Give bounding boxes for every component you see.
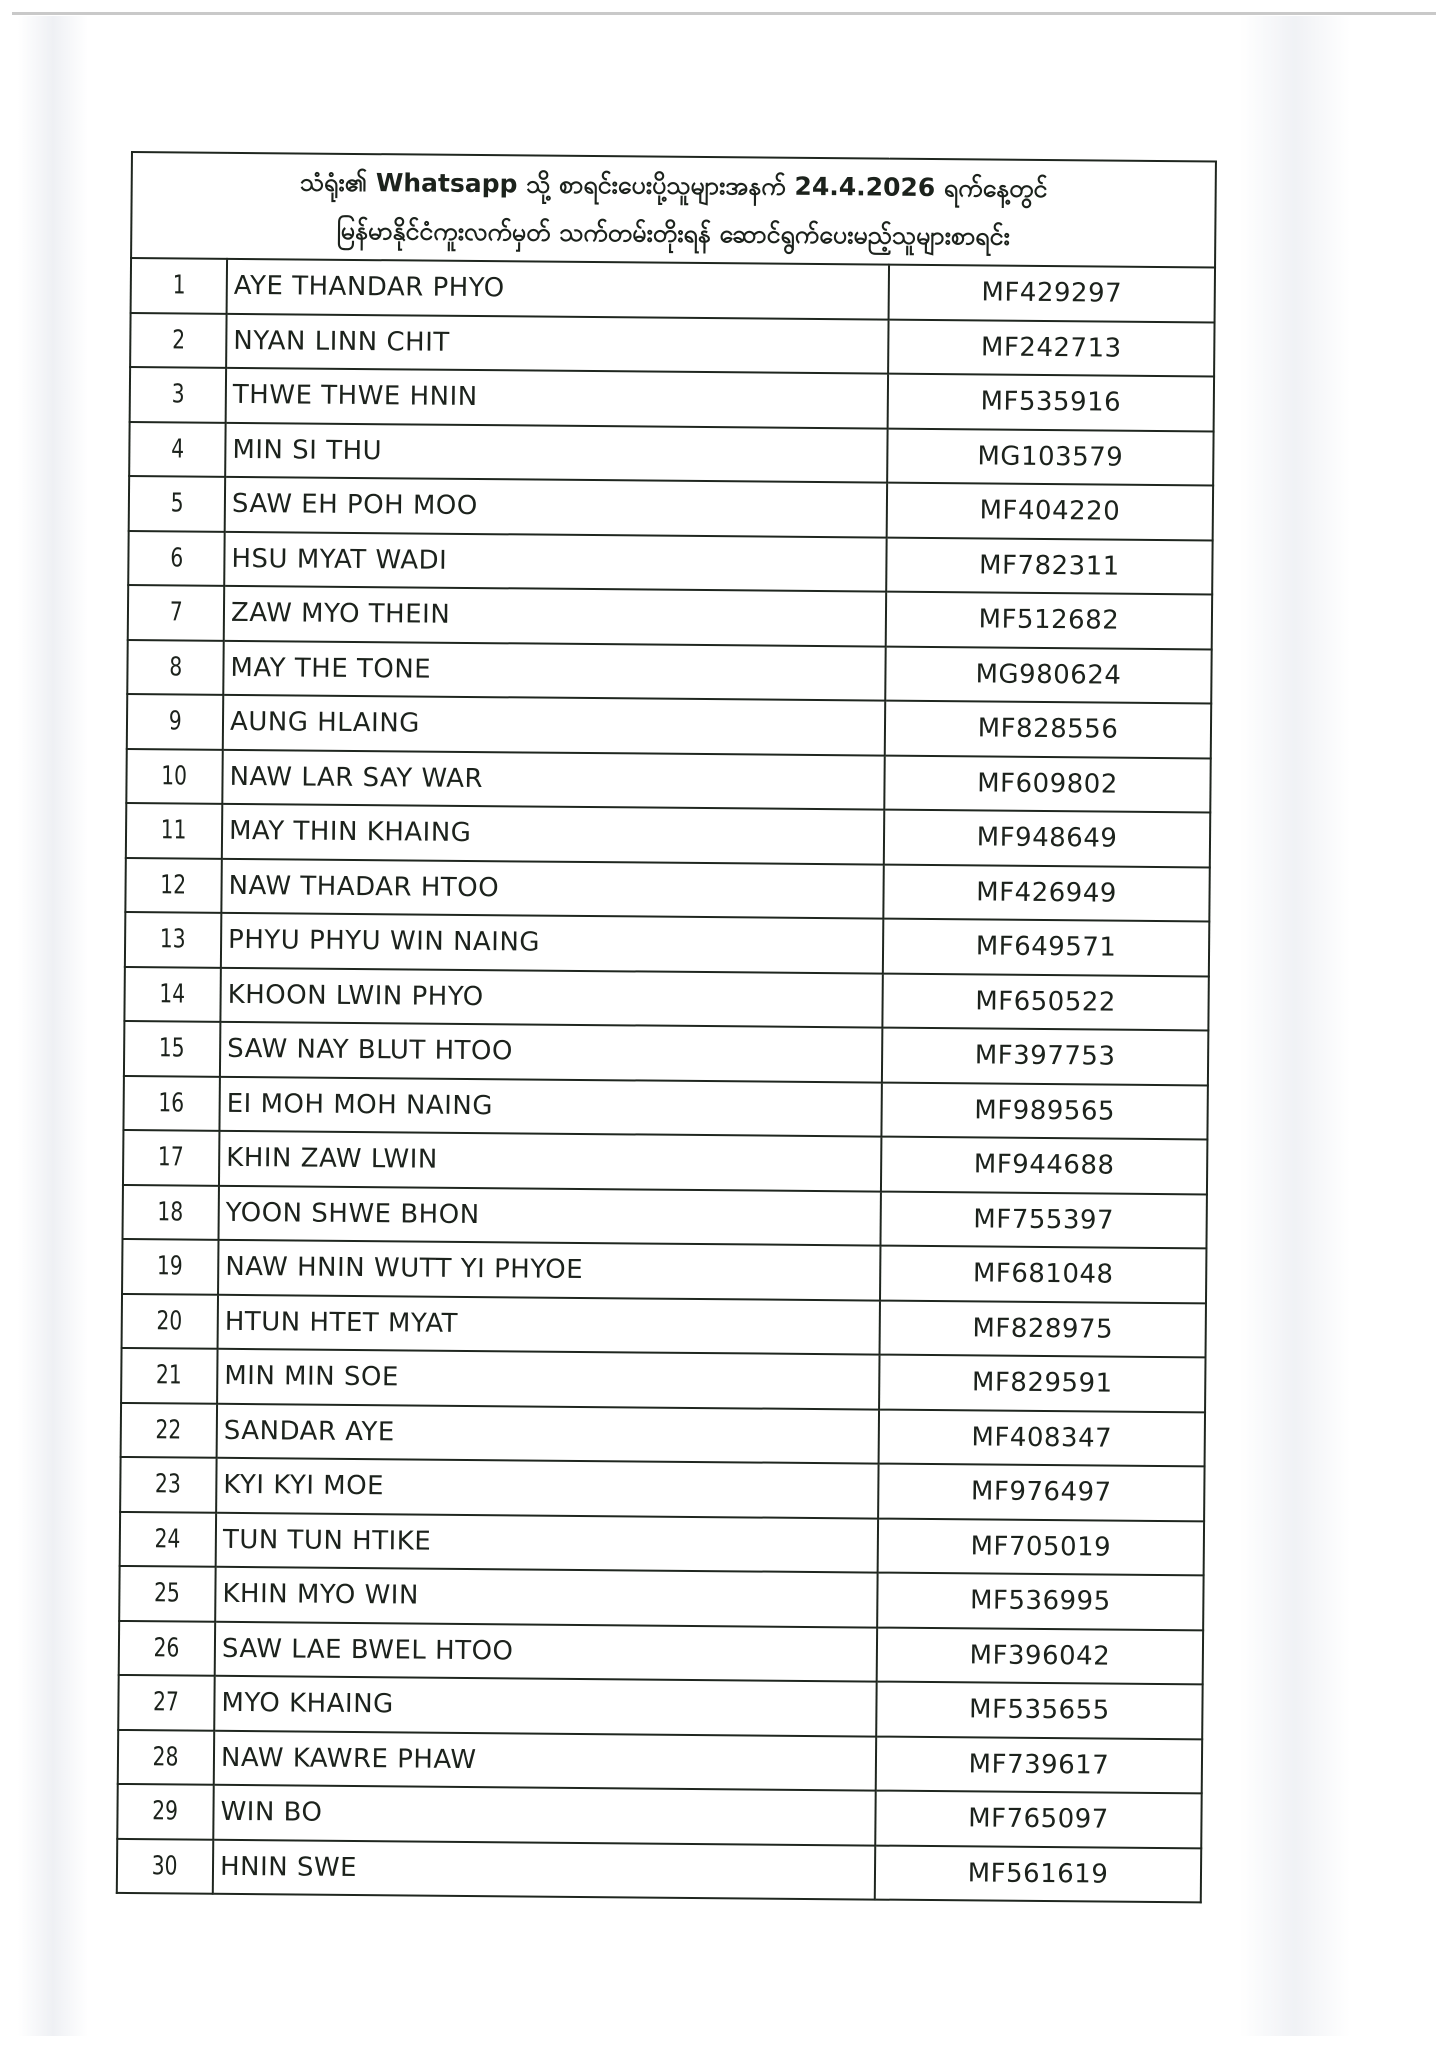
row-number-cell (126, 803, 222, 858)
applicant-name: SAW EH POH MOO (225, 477, 887, 537)
applicant-name: SANDAR AYE (217, 1403, 879, 1463)
passport-number: MF705019 (878, 1518, 1204, 1575)
row-number: 10 (161, 761, 188, 792)
row-number: 17 (158, 1142, 185, 1173)
passport-number: MF989565 (881, 1082, 1207, 1139)
applicant-name: MAY THIN KHAING (222, 804, 884, 864)
passport-number: MG980624 (885, 646, 1211, 703)
row-number-cell (118, 1729, 214, 1784)
row-number: 25 (154, 1578, 181, 1609)
applicant-name: NYAN LINN CHIT (226, 313, 888, 373)
table-row (131, 258, 1215, 322)
table-row (123, 1184, 1207, 1248)
passport-number: MF408347 (879, 1409, 1205, 1466)
row-number-cell (123, 1184, 219, 1239)
row-number-cell (125, 912, 221, 967)
row-number: 22 (155, 1415, 182, 1446)
applicant-name: MIN MIN SOE (217, 1349, 879, 1409)
table-row (128, 530, 1212, 594)
table-row (122, 1293, 1206, 1357)
table-row (126, 748, 1210, 812)
row-number: 5 (170, 488, 184, 519)
applicant-name: MIN SI THU (225, 422, 887, 482)
applicant-name: KHIN ZAW LWIN (219, 1131, 881, 1191)
applicant-name: HTUN HTET MYAT (218, 1294, 880, 1354)
row-number: 19 (157, 1251, 184, 1282)
table-row (117, 1784, 1201, 1848)
row-number: 20 (156, 1306, 183, 1337)
title-line-1: သံရုံး၏ Whatsapp သို့ စာရင်းပေးပို့သူများအနက် 24.4.2026 ရက်နေ့တွင် (299, 167, 1048, 203)
applicant-name: ZAW MYO THEIN (224, 586, 886, 646)
row-number: 14 (159, 979, 186, 1010)
passport-number: MF681048 (880, 1246, 1206, 1303)
applicant-name: PHYU PHYU WIN NAING (221, 913, 883, 973)
passport-number: MF426949 (883, 864, 1209, 921)
table-row (127, 694, 1211, 758)
applicant-name: EI MOH MOH NAING (219, 1076, 881, 1136)
table-row (124, 1021, 1208, 1085)
passport-number: MF828556 (885, 701, 1211, 758)
passport-number: MF739617 (876, 1736, 1202, 1793)
passport-number: MF948649 (884, 810, 1210, 867)
table-row (119, 1620, 1203, 1684)
applicant-name: AUNG HLAING (223, 695, 885, 755)
row-number: 2 (171, 325, 185, 356)
row-number-cell (120, 1511, 216, 1566)
row-number: 6 (169, 543, 184, 574)
passport-number: MF512682 (886, 592, 1212, 649)
applicant-name: HSU MYAT WADI (224, 531, 886, 591)
row-number-cell (126, 748, 222, 803)
row-number-cell (117, 1784, 213, 1839)
row-number-cell (119, 1620, 215, 1675)
table-row (129, 421, 1213, 485)
passport-number: MF944688 (881, 1137, 1207, 1194)
row-number: 9 (168, 706, 182, 737)
table-row (117, 1838, 1201, 1902)
row-number-cell (124, 1021, 220, 1076)
table-row (129, 476, 1213, 540)
row-number: 16 (158, 1088, 185, 1119)
table-row (122, 1239, 1206, 1303)
row-number: 8 (168, 652, 183, 683)
passport-number: MF242713 (888, 319, 1214, 376)
scan-edge-line (12, 12, 1436, 15)
row-number: 4 (170, 434, 184, 465)
row-number: 23 (155, 1469, 182, 1500)
passport-number: MF765097 (875, 1791, 1201, 1848)
passport-renewal-table (116, 151, 1217, 1903)
passport-number: MF561619 (875, 1845, 1201, 1902)
applicant-name: SAW LAE BWEL HTOO (215, 1621, 877, 1681)
passport-number: MF829591 (879, 1355, 1205, 1412)
table-row (121, 1348, 1205, 1412)
passport-number: MF535655 (876, 1682, 1202, 1739)
passport-number: MF609802 (884, 755, 1210, 812)
table-row (126, 803, 1210, 867)
row-number-cell (130, 367, 226, 422)
row-number-cell (117, 1838, 213, 1893)
row-number-cell (127, 694, 223, 749)
passport-number: MF404220 (887, 483, 1213, 540)
table-row (124, 966, 1208, 1030)
table-row (121, 1402, 1205, 1466)
table-row (125, 912, 1209, 976)
table-title (131, 152, 1216, 267)
passport-number: MF755397 (880, 1191, 1206, 1248)
table-row (119, 1566, 1203, 1630)
row-number-cell (127, 639, 223, 694)
applicant-name: KYI KYI MOE (216, 1458, 878, 1518)
row-number: 7 (169, 597, 183, 628)
table-row (118, 1729, 1202, 1793)
passport-number: MF397753 (882, 1028, 1208, 1085)
row-number: 30 (151, 1851, 179, 1882)
applicant-name: AYE THANDAR PHYO (227, 259, 889, 319)
table-row (125, 857, 1209, 921)
row-number-cell (122, 1239, 218, 1294)
row-number-cell (118, 1675, 214, 1730)
row-number-cell (123, 1130, 219, 1185)
row-number: 12 (160, 870, 187, 901)
row-number: 13 (160, 924, 187, 955)
passport-number: MF650522 (882, 973, 1208, 1030)
passport-number: MF429297 (889, 265, 1215, 322)
passport-number: MF782311 (886, 537, 1212, 594)
applicant-name: YOON SHWE BHON (219, 1185, 881, 1245)
row-number: 26 (153, 1633, 180, 1664)
table-row (127, 639, 1211, 703)
applicant-name: KHIN MYO WIN (215, 1567, 877, 1627)
row-number: 27 (153, 1687, 180, 1718)
row-number: 29 (152, 1796, 179, 1827)
passport-number: MG103579 (887, 428, 1213, 485)
row-number-cell (124, 966, 220, 1021)
row-number: 15 (159, 1033, 186, 1064)
row-number: 18 (157, 1197, 184, 1228)
row-number: 11 (161, 815, 188, 846)
row-number: 21 (156, 1360, 183, 1391)
passport-number: MF535916 (888, 374, 1214, 431)
applicant-name: SAW NAY BLUT HTOO (220, 1022, 882, 1082)
row-number: 24 (154, 1524, 181, 1555)
table-row (123, 1075, 1207, 1139)
applicant-name: MAY THE TONE (223, 640, 885, 700)
applicant-name: NAW KAWRE PHAW (214, 1730, 876, 1790)
applicant-name: TUN TUN HTIKE (216, 1512, 878, 1572)
table-row (130, 367, 1214, 431)
table-row (128, 585, 1212, 649)
passport-number: MF396042 (877, 1627, 1203, 1684)
table-row (120, 1457, 1204, 1521)
passport-number: MF536995 (877, 1573, 1203, 1630)
applicant-name: NAW THADAR HTOO (221, 858, 883, 918)
passport-number: MF976497 (878, 1464, 1204, 1521)
table-title-row (131, 152, 1216, 267)
title-line-2: မြန်မာနိုင်ငံကူးလက်မှတ် သက်တမ်းတိုးရန် ဆောင်ရွက်ပေးမည့်သူများစာရင်း (336, 215, 1011, 251)
row-number-cell (125, 857, 221, 912)
applicant-name: KHOON LWIN PHYO (220, 967, 882, 1027)
row-number-cell (123, 1075, 219, 1130)
applicant-name: MYO KHAING (214, 1676, 876, 1736)
row-number-cell (129, 421, 225, 476)
row-number-cell (128, 585, 224, 640)
row-number: 28 (152, 1742, 180, 1773)
row-number: 3 (171, 379, 185, 410)
row-number-cell (131, 258, 227, 313)
row-number-cell (128, 530, 224, 585)
row-number-cell (120, 1457, 216, 1512)
row-number-cell (130, 313, 226, 368)
table-row (120, 1511, 1204, 1575)
applicant-name: THWE THWE HNIN (226, 368, 888, 428)
applicant-name: HNIN SWE (213, 1839, 875, 1899)
passport-number: MF649571 (883, 919, 1209, 976)
applicant-name: NAW LAR SAY WAR (222, 749, 884, 809)
passport-number: MF828975 (880, 1300, 1206, 1357)
row-number-cell (121, 1348, 217, 1403)
row-number-cell (121, 1402, 217, 1457)
scan-shadow (18, 16, 88, 2036)
scan-shadow (1240, 16, 1350, 2036)
table-row (130, 313, 1214, 377)
row-number-cell (122, 1293, 218, 1348)
row-number: 1 (172, 270, 186, 301)
applicant-name: WIN BO (213, 1785, 875, 1845)
table-row (123, 1130, 1207, 1194)
row-number-cell (119, 1566, 215, 1621)
applicant-name: NAW HNIN WUTT YI PHYOE (218, 1240, 880, 1300)
table-row (118, 1675, 1202, 1739)
row-number-cell (129, 476, 225, 531)
